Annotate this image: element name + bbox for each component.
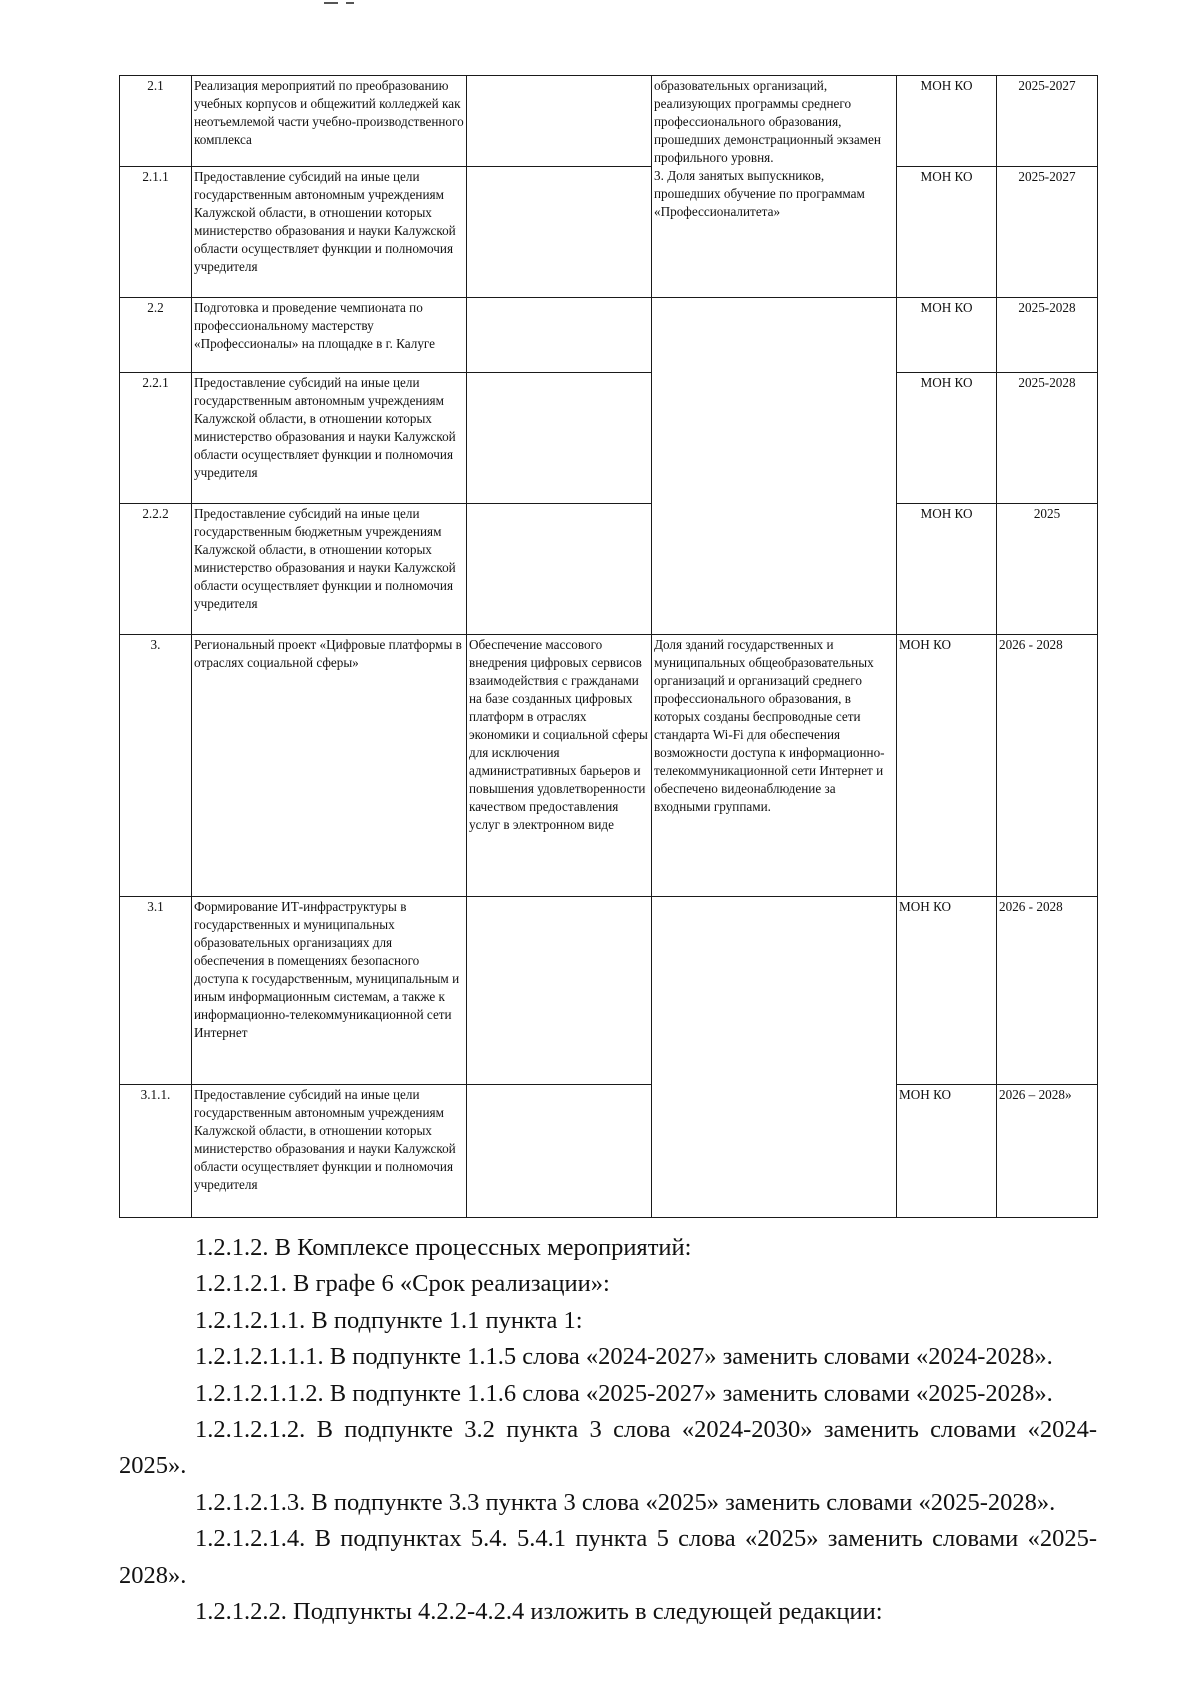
row-number: 2.2.1 [120,373,192,504]
measure-name: Подготовка и проведение чемпионата по профессиональному мастерству «Профессионалы» на площадке в г. Калуге [192,298,467,373]
measures-table [119,75,1098,1218]
table-row [120,167,1098,298]
row-number: 3. [120,635,192,897]
measure-name: Предоставление субсидий на иные цели государственным бюджетным учреждениям Калужской области, в отношении которых министерство образования и науки Калужской области осуществляет функции и полномочия учредителя [192,504,467,635]
task-cell [467,167,652,298]
measure-name: Реализация мероприятий по преобразованию учебных корпусов и общежитий колледжей как неотъемлемой части учебно-производственного комплекса [192,76,467,167]
row-number: 2.1 [120,76,192,167]
table-row [120,373,1098,504]
period-cell: 2025-2027 [997,167,1098,298]
period-cell: 2026 - 2028 [997,897,1098,1085]
scan-mark [346,2,354,4]
task-cell [467,504,652,635]
period-cell: 2026 – 2028» [997,1085,1098,1218]
executor-cell: МОН КО [897,1085,997,1218]
executor-cell: МОН КО [897,897,997,1085]
period-cell: 2025-2028 [997,298,1098,373]
task-cell [467,897,652,1085]
table-row [120,298,1098,373]
row-number: 2.1.1 [120,167,192,298]
paragraph: 1.2.1.2.1.3. В подпункте 3.3 пункта 3 слова «2025» заменить словами «2025-2028». [195,1488,1056,1516]
executor-cell: МОН КО [897,504,997,635]
table-row [120,76,1098,167]
task-cell [467,76,652,167]
scan-mark [324,2,338,4]
executor-cell: МОН КО [897,167,997,298]
paragraph: 1.2.1.2.1.1. В подпункте 1.1 пункта 1: [195,1306,583,1334]
paragraph: 1.2.1.2. В Комплексе процессных мероприятий: [195,1234,692,1261]
table-row [120,1085,1098,1218]
table-row [120,504,1098,635]
paragraph: 1.2.1.2.1. В графе 6 «Срок реализации»: [195,1270,610,1298]
paragraph: 1.2.1.2.1.4. В подпунктах 5.4. 5.4.1 пункта 5 слова «2025» заменить словами «2025-2028». [119,1525,1097,1589]
paragraph: 1.2.1.2.1.1.2. В подпункте 1.1.6 слова «2025-2027» заменить словами «2025-2028». [195,1379,1053,1407]
row-number: 2.2 [120,298,192,373]
paragraph: 1.2.1.2.2. Подпункты 4.2.2-4.2.4 изложить в следующей редакции: [195,1598,883,1626]
indicator-cell: Доля зданий государственных и муниципальных общеобразовательных организаций и организаций среднего профессионального образования, в которых созданы беспроводные сети стандарта Wi-Fi для обеспечения возможности доступа к информационно-телекоммуникационной сети Интернет и обеспечено видеонаблюдение за входными группами. [652,635,897,897]
table-row [120,897,1098,1085]
paragraph: 1.2.1.2.1.1.1. В подпункте 1.1.5 слова «2024-2027» заменить словами «2024-2028». [195,1343,1053,1371]
row-number: 2.2.2 [120,504,192,635]
period-cell: 2025-2028 [997,373,1098,504]
task-cell: Обеспечение массового внедрения цифровых сервисов взаимодействия с гражданами на базе созданных цифровых платформ в отраслях экономики и социальной сферы для исключения административных барьеров и повышения удовлетворенности качеством предоставления услуг в электронном виде [467,635,652,897]
executor-cell: МОН КО [897,373,997,504]
executor-cell: МОН КО [897,76,997,167]
task-cell [467,298,652,373]
measure-name: Предоставление субсидий на иные цели государственным автономным учреждениям Калужской области, в отношении которых министерство образования и науки Калужской области осуществляет функции и полномочия учредителя [192,167,467,298]
measure-name: Региональный проект «Цифровые платформы в отраслях социальной сферы» [192,635,467,897]
period-cell: 2025 [997,504,1098,635]
task-cell [467,373,652,504]
measure-name: Предоставление субсидий на иные цели государственным автономным учреждениям Калужской области, в отношении которых министерство образования и науки Калужской области осуществляет функции и полномочия учредителя [192,1085,467,1218]
table-row [120,635,1098,897]
task-cell [467,1085,652,1218]
body-text [119,1230,1097,1630]
period-cell: 2025-2027 [997,76,1098,167]
indicator-cell: образовательных организаций, реализующих программы среднего профессионального образования, прошедших демонстрационный экзамен профильного уровня. 3. Доля занятых выпускников, прошедших обучение по программам «Профессионалитета» [652,76,897,298]
row-number: 3.1.1. [120,1085,192,1218]
paragraph: 1.2.1.2.1.2. В подпункте 3.2 пункта 3 слова «2024-2030» заменить словами «2024-2025». [119,1416,1097,1480]
row-number: 3.1 [120,897,192,1085]
measure-name: Предоставление субсидий на иные цели государственным автономным учреждениям Калужской области, в отношении которых министерство образования и науки Калужской области осуществляет функции и полномочия учредителя [192,373,467,504]
measure-name: Формирование ИТ-инфраструктуры в государственных и муниципальных образовательных организациях для обеспечения в помещениях безопасного доступа к государственным, муниципальным и иным информационным системам, а также к информационно-телекоммуникационной сети Интернет [192,897,467,1085]
period-cell: 2026 - 2028 [997,635,1098,897]
executor-cell: МОН КО [897,298,997,373]
executor-cell: МОН КО [897,635,997,897]
indicator-cell [652,897,897,1218]
indicator-cell [652,298,897,635]
